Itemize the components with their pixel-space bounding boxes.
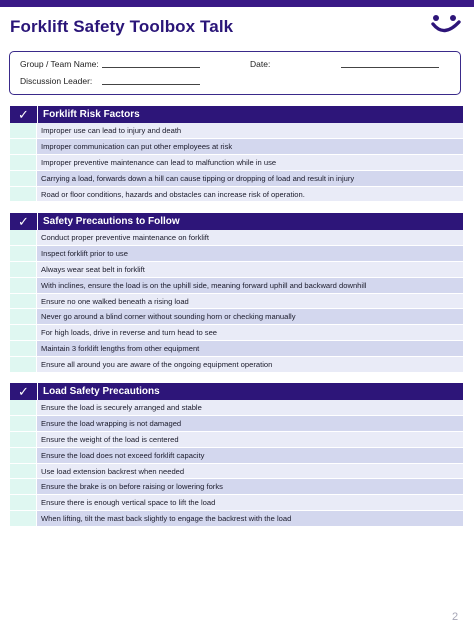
checklist-item-text: Ensure the weight of the load is centered (37, 432, 463, 447)
checklist-row (10, 400, 463, 416)
checklist-item-text: Ensure the load does not exceed forklift capacity (37, 448, 463, 463)
checklist-row (10, 187, 463, 203)
checklist-item-text: Conduct proper preventive maintenance on forklift (37, 230, 463, 245)
checkbox-cell[interactable] (10, 246, 37, 261)
check-header-icon: ✓ (10, 213, 38, 230)
checklist-item-text: Improper communication can put other employees at risk (37, 139, 463, 154)
checkbox-cell[interactable] (10, 511, 37, 526)
checklist-item-text: Road or floor conditions, hazards and obstacles can increase risk of operation. (37, 187, 463, 202)
checklist-row (10, 479, 463, 495)
checklist-item-text: Use load extension backrest when needed (37, 464, 463, 479)
checklist-item-text: Improper preventive maintenance can lead to malfunction while in use (37, 155, 463, 170)
page-title: Forklift Safety Toolbox Talk (10, 17, 234, 36)
checklist-row (10, 495, 463, 511)
checklist-row (10, 123, 463, 139)
check-header-icon: ✓ (10, 383, 38, 400)
discussion-leader-field[interactable] (102, 84, 200, 85)
checklist-item-text: Improper use can lead to injury and death (37, 123, 463, 138)
section-load-safety-precautions (10, 383, 463, 527)
checklist-row (10, 294, 463, 310)
check-header-icon: ✓ (10, 106, 38, 123)
checkbox-cell[interactable] (10, 187, 37, 202)
checklist-row (10, 139, 463, 155)
section-header (10, 106, 463, 123)
checkbox-cell[interactable] (10, 139, 37, 154)
checkbox-cell[interactable] (10, 495, 37, 510)
section-forklift-risk-factors (10, 106, 463, 202)
checklist-item-text: Carrying a load, forwards down a hill can cause tipping or dropping of load and result in injury (37, 171, 463, 186)
checklist-row (10, 230, 463, 246)
checkbox-cell[interactable] (10, 123, 37, 138)
section-header (10, 383, 463, 400)
checklist-item-text: Never go around a blind corner without sounding horn or checking manually (37, 309, 463, 324)
checkbox-cell[interactable] (10, 262, 37, 277)
section-title: Safety Precautions to Follow (43, 216, 180, 227)
checkbox-cell[interactable] (10, 278, 37, 293)
checklist-item-text: Ensure no one walked beneath a rising load (37, 294, 463, 309)
checklist-row (10, 325, 463, 341)
checkbox-cell[interactable] (10, 294, 37, 309)
meeting-info-box (9, 51, 461, 95)
date-label: Date: (250, 59, 271, 69)
checklist-item-text: Maintain 3 forklift lengths from other equipment (37, 341, 463, 356)
checklist-row (10, 171, 463, 187)
checklist-row (10, 262, 463, 278)
checklist-row (10, 464, 463, 480)
checkbox-cell[interactable] (10, 309, 37, 324)
discussion-leader-label: Discussion Leader: (20, 76, 93, 86)
checkbox-cell[interactable] (10, 341, 37, 356)
checkbox-cell[interactable] (10, 171, 37, 186)
checklist-item-text: Ensure all around you are aware of the ongoing equipment operation (37, 357, 463, 372)
checkbox-cell[interactable] (10, 230, 37, 245)
group-team-field[interactable] (102, 67, 200, 68)
checklist-row (10, 341, 463, 357)
checklist-item-text: When lifting, tilt the mast back slightly to engage the backrest with the load (37, 511, 463, 526)
checkbox-cell[interactable] (10, 155, 37, 170)
checklist-item-text: Always wear seat belt in forklift (37, 262, 463, 277)
smile-logo-icon (428, 12, 464, 38)
checkbox-cell[interactable] (10, 400, 37, 415)
section-title: Forklift Risk Factors (43, 109, 140, 120)
page-number: 2 (452, 611, 459, 623)
date-field[interactable] (341, 67, 439, 68)
section-title: Load Safety Precautions (43, 386, 160, 397)
section-header (10, 213, 463, 230)
checklist-row (10, 357, 463, 373)
checklist-item-text: Ensure there is enough vertical space to lift the load (37, 495, 463, 510)
top-accent-bar (0, 0, 474, 7)
checkbox-cell[interactable] (10, 357, 37, 372)
checklist-row (10, 246, 463, 262)
checkbox-cell[interactable] (10, 325, 37, 340)
checkbox-cell[interactable] (10, 432, 37, 447)
checkbox-cell[interactable] (10, 448, 37, 463)
checklist-row (10, 448, 463, 464)
checklist-row (10, 155, 463, 171)
checkbox-cell[interactable] (10, 464, 37, 479)
checklist-item-text: For high loads, drive in reverse and turn head to see (37, 325, 463, 340)
checkbox-cell[interactable] (10, 479, 37, 494)
checklist-row (10, 309, 463, 325)
checklist-item-text: Ensure the load wrapping is not damaged (37, 416, 463, 431)
checklist-item-text: Ensure the brake is on before raising or lowering forks (37, 479, 463, 494)
checkbox-cell[interactable] (10, 416, 37, 431)
checklist-item-text: Ensure the load is securely arranged and stable (37, 400, 463, 415)
section-safety-precautions (10, 213, 463, 373)
checklist-row (10, 432, 463, 448)
checklist-item-text: Inspect forklift prior to use (37, 246, 463, 261)
checklist-item-text: With inclines, ensure the load is on the uphill side, meaning forward uphill and backward downhill (37, 278, 463, 293)
checklist-row (10, 416, 463, 432)
group-team-label: Group / Team Name: (20, 59, 99, 69)
checklist-row (10, 278, 463, 294)
checklist-row (10, 511, 463, 527)
